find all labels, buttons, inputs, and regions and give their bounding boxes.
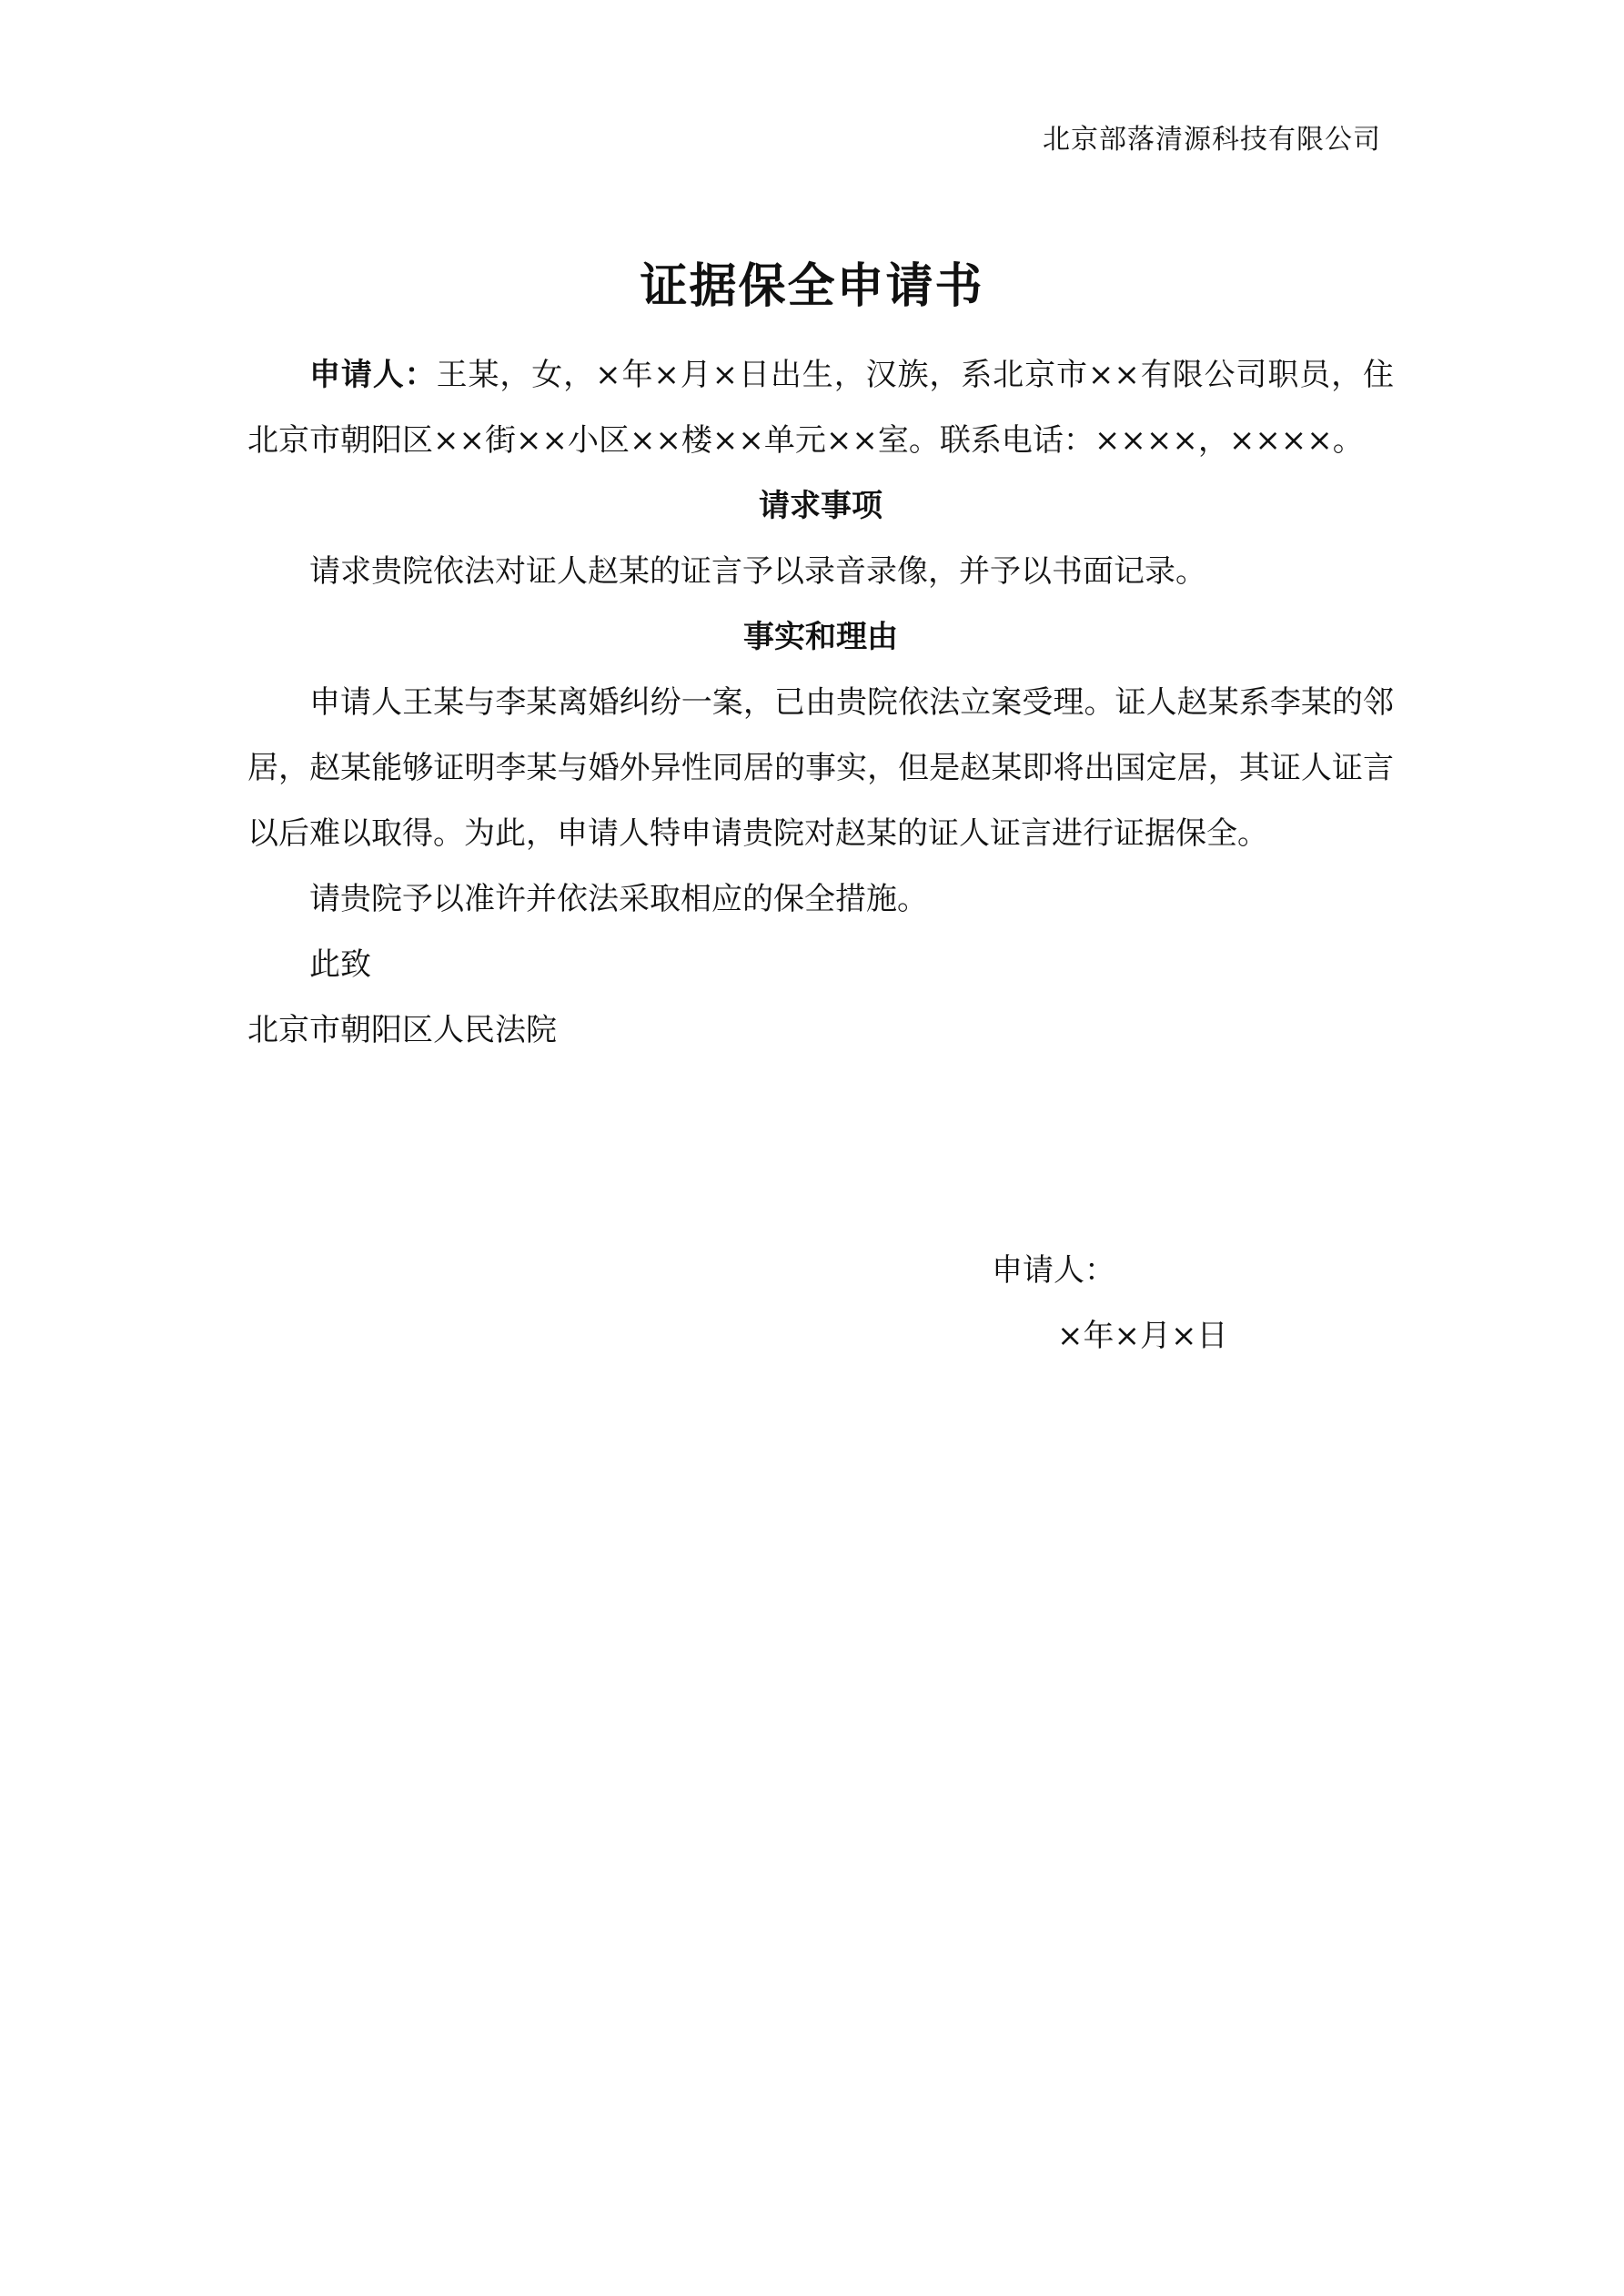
applicant-intro bbox=[247, 342, 1394, 473]
document-body bbox=[247, 342, 1394, 1063]
closing-salutation: 此致 bbox=[309, 946, 371, 983]
applicant-details: 王某，女，×年×月×日出生，汉族，系北京市××有限公司职员，住北京市朝阳区××街××小区××楼××单元××室。联系电话：××××，××××。 bbox=[247, 357, 1394, 459]
facts-heading: 事实和理由 bbox=[743, 619, 898, 655]
document-title: 证据保全申请书 bbox=[640, 258, 984, 314]
request-text: 请求贵院依法对证人赵某的证言予以录音录像，并予以书面记录。 bbox=[309, 553, 1206, 590]
facts-paragraph-1: 申请人王某与李某离婚纠纷一案，已由贵院依法立案受理。证人赵某系李某的邻居，赵某能够证明李某与婚外异性同居的事实，但是赵某即将出国定居，其证人证言以后难以取得。为此，申请人特申请贵院对赵某的证人证言进行证据保全。 bbox=[247, 684, 1394, 852]
request-heading: 请求事项 bbox=[759, 488, 883, 524]
signature-label: 申请人： bbox=[992, 1252, 1115, 1289]
signature-date: ×年×月×日 bbox=[1057, 1318, 1228, 1354]
header-company-name: 北京部落清源科技有限公司 bbox=[1043, 124, 1381, 156]
closing-recipient: 北京市朝阳区人民法院 bbox=[247, 1012, 557, 1048]
facts-paragraph-2: 请贵院予以准许并依法采取相应的保全措施。 bbox=[309, 881, 928, 917]
applicant-label: 申请人： bbox=[309, 357, 437, 393]
signature-block bbox=[992, 1238, 1227, 1369]
